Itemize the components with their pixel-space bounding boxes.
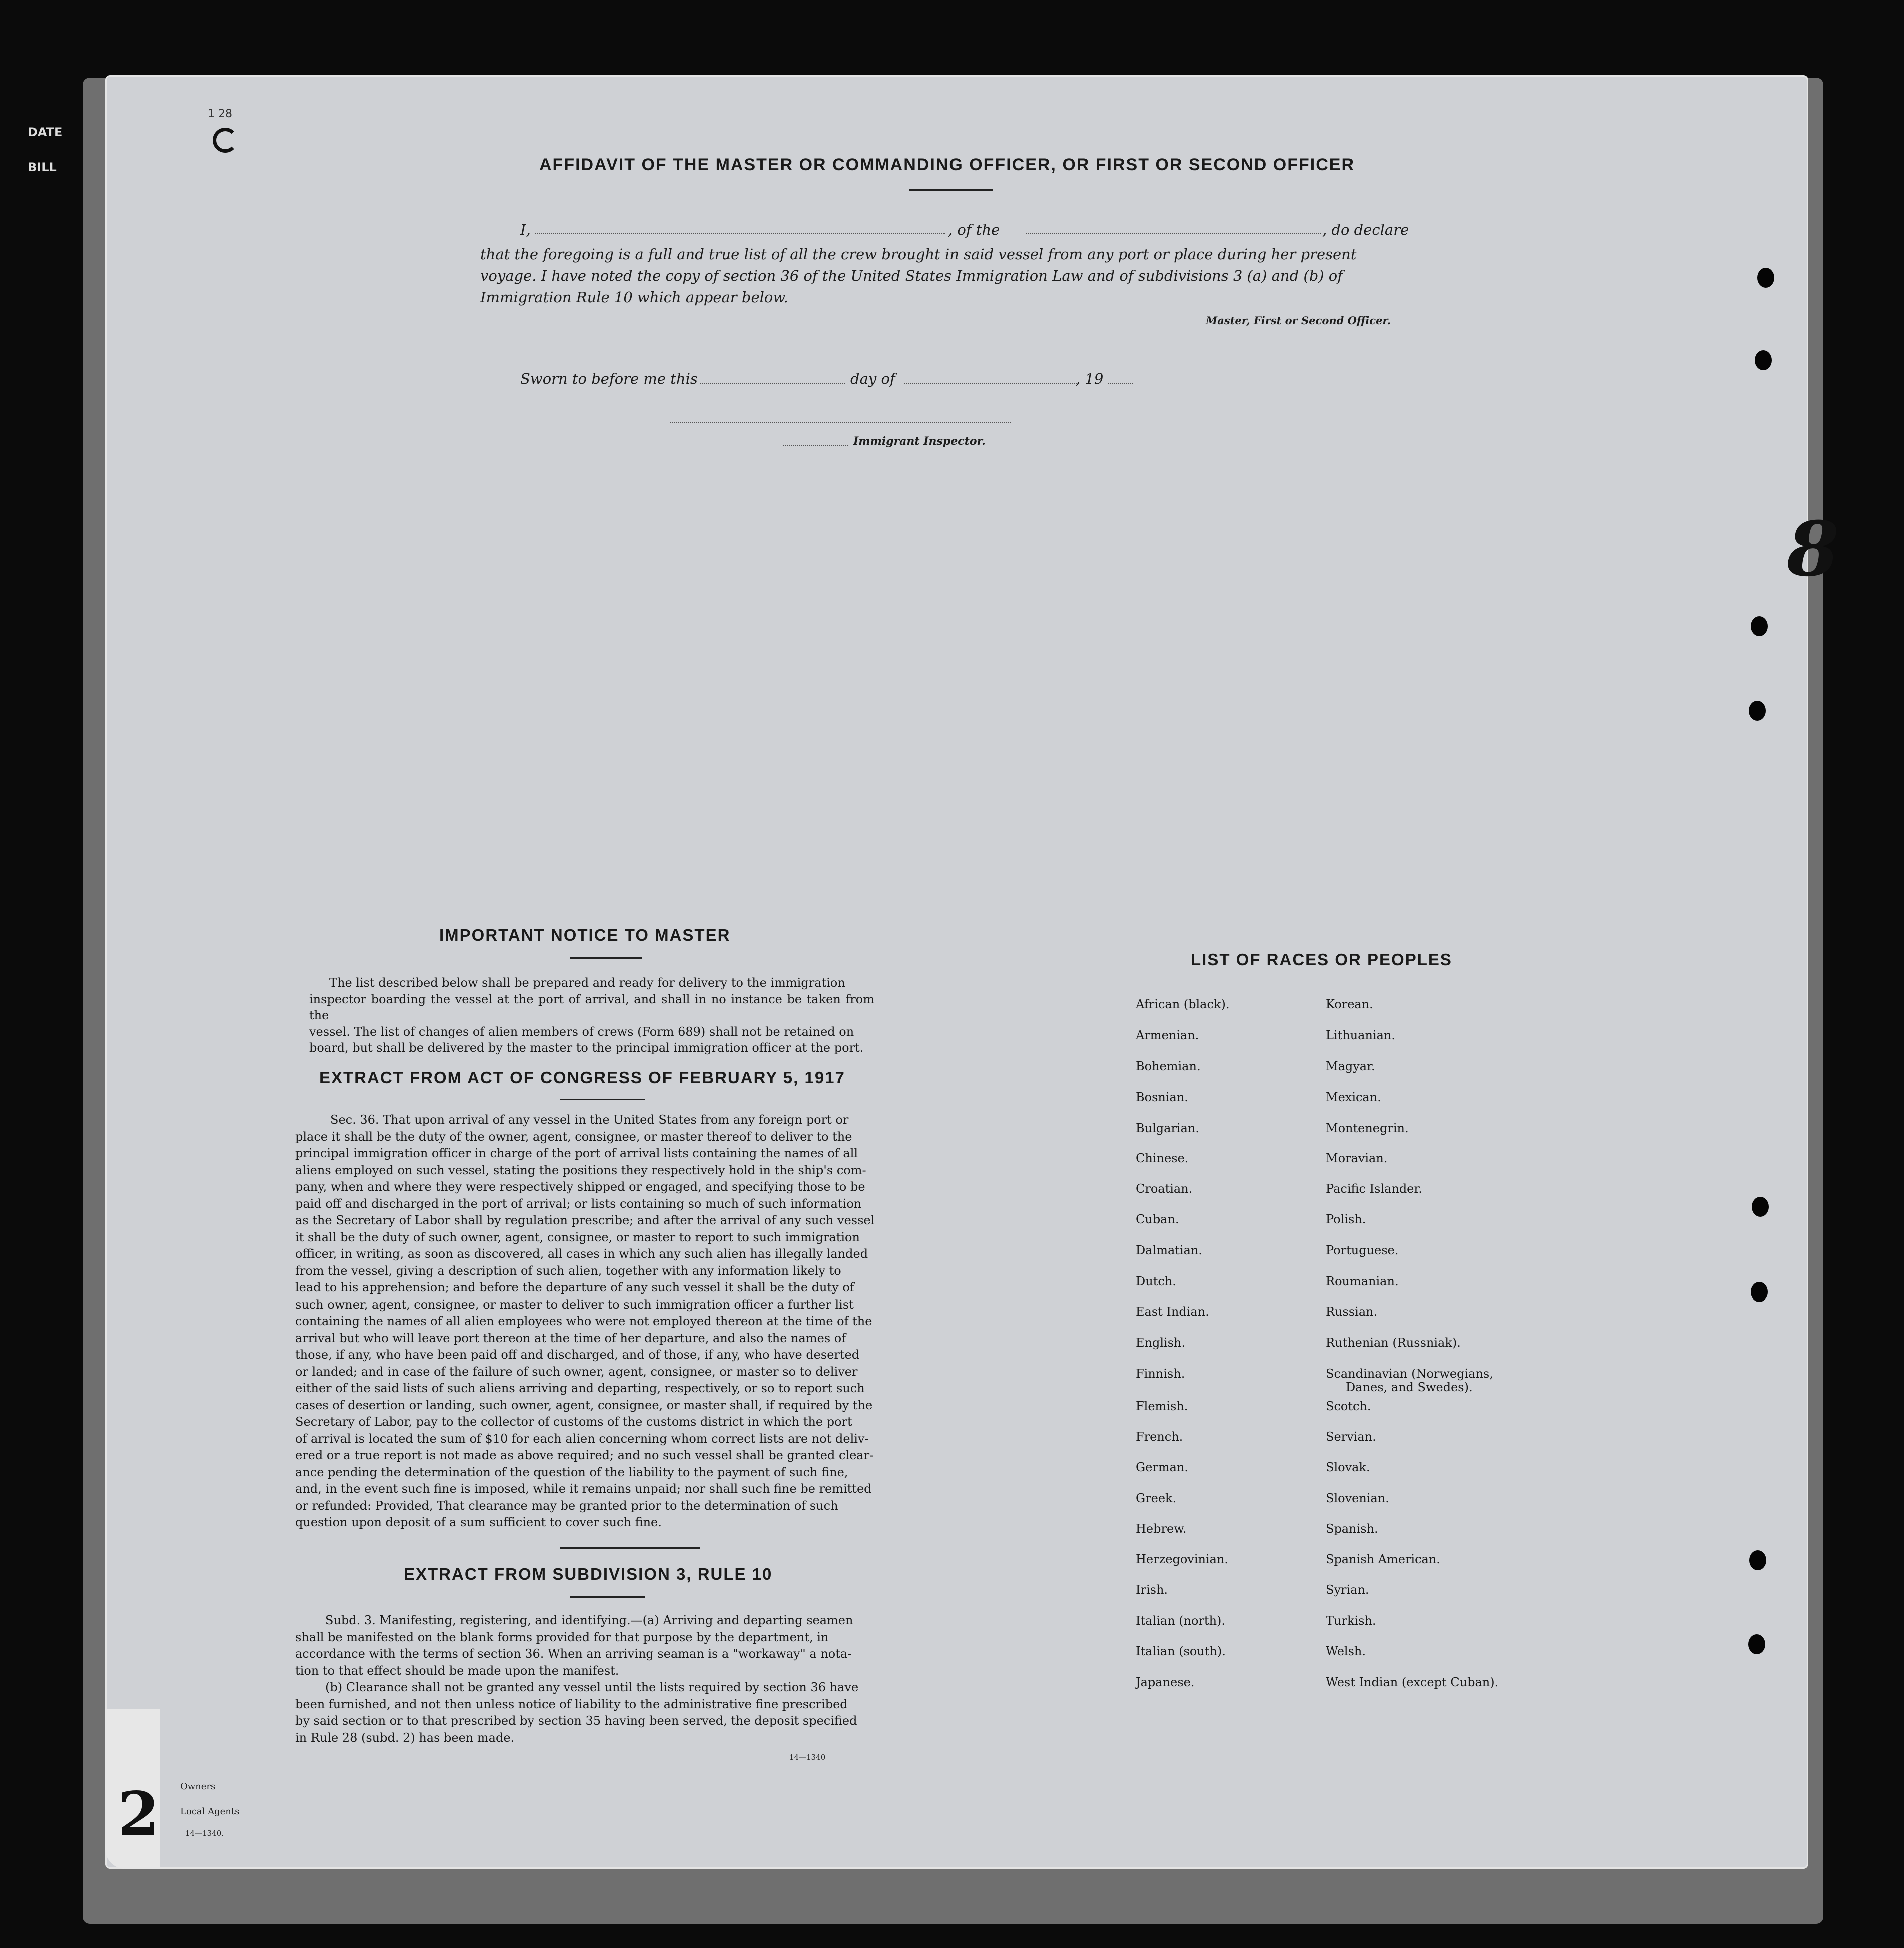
sworn-day-of: day of xyxy=(850,370,895,387)
race-item: Mexican. xyxy=(1326,1090,1381,1104)
punch-hole xyxy=(1751,616,1768,636)
affidavit-line2: that the foregoing is a full and true list of all the crew brought in said vessel from any port or place during her present xyxy=(480,246,1357,263)
affidavit-page xyxy=(105,75,1808,1869)
race-item: Irish. xyxy=(1136,1583,1168,1597)
rule10-line: Subd. 3. Manifesting, registering, and identifying.—(a) Arriving and departing seamen xyxy=(325,1613,853,1627)
race-item: Italian (south). xyxy=(1136,1644,1226,1658)
race-item: Croatian. xyxy=(1136,1182,1193,1196)
race-item: Herzegovinian. xyxy=(1136,1552,1229,1566)
act-line: from the vessel, giving a description of such alien, together with any information likely to xyxy=(295,1263,841,1278)
race-item: Flemish. xyxy=(1136,1399,1188,1413)
stamp-numerals: 1 28 xyxy=(208,108,232,120)
owners-label: Owners xyxy=(180,1781,216,1792)
race-item: East Indian. xyxy=(1136,1305,1209,1319)
race-item: Welsh. xyxy=(1326,1644,1366,1658)
race-item: Magyar. xyxy=(1326,1059,1375,1073)
race-item: Lithuanian. xyxy=(1326,1028,1396,1042)
races-title: LIST OF RACES OR PEOPLES xyxy=(1191,950,1452,969)
stamp xyxy=(208,108,243,163)
vessel-blank xyxy=(1026,233,1321,234)
notice-line: vessel. The list of changes of alien members of crews (Form 689) shall not be retained on xyxy=(309,1024,854,1039)
act-line: those, if any, who have been paid off and discharged, and of those, if any, who have deserted xyxy=(295,1348,860,1362)
race-item: Polish. xyxy=(1326,1212,1366,1226)
act-line: aliens employed on such vessel, stating the positions they respectively hold in the ship's com- xyxy=(295,1163,866,1177)
race-item: Ruthenian (Russniak). xyxy=(1326,1336,1461,1350)
race-item: Scotch. xyxy=(1326,1399,1371,1413)
act-line: such owner, agent, consignee, or master to deliver to such immigration officer a further list xyxy=(295,1297,854,1312)
race-item: Dalmatian. xyxy=(1136,1243,1203,1257)
race-item: Syrian. xyxy=(1326,1583,1369,1597)
notice-title: IMPORTANT NOTICE TO MASTER xyxy=(439,926,731,944)
act-line: containing the names of all alien employees who were not employed thereon at the time of the xyxy=(295,1314,872,1328)
sworn-year: , 19 xyxy=(1076,370,1104,387)
act-line: as the Secretary of Labor shall by regulation prescribe; and after the arrival of any such vessel xyxy=(295,1213,875,1227)
race-item: Italian (north). xyxy=(1136,1614,1226,1628)
race-item: English. xyxy=(1136,1336,1186,1350)
act-title: EXTRACT FROM ACT OF CONGRESS OF FEBRUARY 5, 1917 xyxy=(319,1068,845,1087)
inspector-blank xyxy=(783,445,848,446)
race-item: Bohemian. xyxy=(1136,1059,1201,1073)
act-line: cases of desertion or landing, such owner, agent, consignee, or master shall, if required by the xyxy=(295,1398,873,1412)
punch-hole xyxy=(1748,1634,1765,1654)
affidavit-declare: , do declare xyxy=(1322,221,1409,238)
name-blank xyxy=(535,233,945,234)
race-item: Korean. xyxy=(1326,997,1373,1011)
underlying-form-strip xyxy=(98,1769,348,1859)
race-item: Servian. xyxy=(1326,1430,1376,1444)
handwritten-mark: 8 xyxy=(1787,505,1839,593)
race-item: Spanish American. xyxy=(1326,1552,1440,1566)
act-body xyxy=(295,1112,875,1531)
act-line: ered or a true report is not made as above required; and no such vessel shall be granted clear- xyxy=(295,1448,874,1462)
act-line: officer, in writing, as soon as discovered, all cases in which any such alien has illegally landed xyxy=(295,1247,868,1261)
race-item: Montenegrin. xyxy=(1326,1121,1409,1135)
underlying-form-number: 14—1340. xyxy=(185,1829,224,1838)
race-item: Slovenian. xyxy=(1326,1491,1389,1505)
race-item: Portuguese. xyxy=(1326,1243,1399,1257)
inspector-label: Immigrant Inspector. xyxy=(853,435,986,448)
race-item: Cuban. xyxy=(1136,1212,1179,1226)
race-item: Bosnian. xyxy=(1136,1090,1188,1104)
sworn-year-blank xyxy=(1108,383,1133,384)
notice-line: board, but shall be delivered by the master to the principal immigration officer at the port. xyxy=(309,1041,864,1055)
punch-hole xyxy=(1755,350,1772,370)
race-item: French. xyxy=(1136,1430,1183,1444)
act-line: or refunded: Provided, That clearance may be granted prior to the determination of such xyxy=(295,1498,838,1513)
act-line: question upon deposit of a sum sufficient to cover such fine. xyxy=(295,1515,662,1529)
act-line: ance pending the determination of the question of the liability to the payment of such fine, xyxy=(295,1465,848,1479)
punch-hole xyxy=(1751,1282,1768,1302)
race-item: Dutch. xyxy=(1136,1274,1176,1288)
act-line: pany, when and where they were respectively shipped or engaged, and specifying those to be xyxy=(295,1180,865,1194)
punch-hole xyxy=(1749,1550,1766,1570)
stamp-mark xyxy=(213,128,238,153)
race-item: Roumanian. xyxy=(1326,1274,1399,1288)
punch-hole xyxy=(1749,701,1766,721)
race-item: African (black). xyxy=(1136,997,1230,1011)
title-underline xyxy=(909,189,993,191)
act-underline xyxy=(560,1099,645,1100)
sworn-day-blank xyxy=(700,383,845,384)
act-line: either of the said lists of such aliens arriving and departing, respectively, or so to report such xyxy=(295,1381,865,1395)
notice-line: The list described below shall be prepared and ready for delivery to the immigration xyxy=(329,976,845,990)
race-item: Finnish. xyxy=(1136,1367,1185,1381)
edge-mark-date: DATE xyxy=(28,125,63,139)
rule10-body xyxy=(295,1612,875,1746)
race-item: Hebrew. xyxy=(1136,1522,1187,1536)
race-item: Pacific Islander. xyxy=(1326,1182,1422,1196)
race-item: Spanish. xyxy=(1326,1522,1378,1536)
race-item: Moravian. xyxy=(1326,1151,1388,1165)
rule10-line: tion to that effect should be made upon the manifest. xyxy=(295,1663,619,1678)
form-page-number: 2 xyxy=(118,1779,160,1849)
rule10-line: in Rule 28 (subd. 2) has been made. xyxy=(295,1730,515,1745)
race-item: Russian. xyxy=(1326,1305,1378,1319)
act-line: it shall be the duty of such owner, agent, consignee, or master to report to such immigration xyxy=(295,1230,860,1244)
race-item: German. xyxy=(1136,1460,1188,1474)
rule10-line: by said section or to that prescribed by section 35 having been served, the deposit specified xyxy=(295,1714,857,1728)
race-item: Greek. xyxy=(1136,1491,1177,1505)
rule10-title: EXTRACT FROM SUBDIVISION 3, RULE 10 xyxy=(404,1565,773,1583)
act-line: and, in the event such fine is imposed, while it remains unpaid; nor shall such fine be remitted xyxy=(295,1482,872,1496)
act-line: Secretary of Labor, pay to the collector of customs of the customs district in which the port xyxy=(295,1415,852,1429)
edge-mark-bill: BILL xyxy=(28,160,57,174)
act-line: lead to his apprehension; and before the departure of any such vessel it shall be the duty of xyxy=(295,1280,854,1294)
race-item: Japanese. xyxy=(1136,1675,1195,1689)
rule10-line: been furnished, and not then unless notice of liability to the administrative fine prescribed xyxy=(295,1697,848,1711)
punch-hole xyxy=(1752,1197,1769,1217)
punch-hole xyxy=(1757,268,1774,288)
section-divider xyxy=(560,1547,700,1549)
act-line: or landed; and in case of the failure of such owner, agent, consignee, or master so to deliver xyxy=(295,1364,858,1379)
local-agents-label: Local Agents xyxy=(180,1806,240,1817)
inspector-signature-line xyxy=(670,422,1011,423)
act-line: principal immigration officer in charge of the port of arrival lists containing the names of all xyxy=(295,1146,858,1160)
affidavit-i: I, xyxy=(520,221,531,238)
race-item: Chinese. xyxy=(1136,1151,1189,1165)
rule10-underline xyxy=(570,1596,645,1598)
affidavit-line4: Immigration Rule 10 which appear below. xyxy=(480,289,788,306)
act-line: paid off and discharged in the port of arrival; or lists containing so much of such information xyxy=(295,1196,862,1211)
notice-underline xyxy=(570,957,642,959)
race-item: Armenian. xyxy=(1136,1028,1199,1042)
act-line: Sec. 36. That upon arrival of any vessel in the United States from any foreign port or xyxy=(330,1113,849,1127)
signature-label: Master, First or Second Officer. xyxy=(1206,314,1391,327)
race-item: Bulgarian. xyxy=(1136,1121,1199,1135)
race-item: West Indian (except Cuban). xyxy=(1326,1675,1499,1689)
notice-line: inspector boarding the vessel at the port of arrival, and shall in no instance be taken from the xyxy=(309,992,874,1023)
rule10-line: (b) Clearance shall not be granted any vessel until the lists required by section 36 have xyxy=(325,1680,859,1694)
form-number: 14—1340 xyxy=(789,1753,826,1762)
affidavit-title: AFFIDAVIT OF THE MASTER OR COMMANDING OFFICER, OR FIRST OR SECOND OFFICER xyxy=(539,155,1355,174)
affidavit-of-the: , of the xyxy=(948,221,1000,238)
race-item: Danes, and Swedes). xyxy=(1346,1380,1473,1394)
sworn-month-blank xyxy=(904,383,1077,384)
sworn-text: Sworn to before me this xyxy=(520,370,698,387)
race-item: Turkish. xyxy=(1326,1614,1376,1628)
act-line: arrival but who will leave port thereon at the time of her departure, and also the names of xyxy=(295,1331,846,1345)
act-line: place it shall be the duty of the owner, agent, consignee, or master thereof to deliver to the xyxy=(295,1129,852,1144)
notice-body xyxy=(309,975,874,1056)
rule10-line: shall be manifested on the blank forms provided for that purpose by the department, in xyxy=(295,1630,829,1644)
act-line: of arrival is located the sum of $10 for each alien concerning whom correct lists are not deliv- xyxy=(295,1431,869,1446)
race-item: Scandinavian (Norwegians, xyxy=(1326,1367,1493,1381)
rule10-line: accordance with the terms of section 36. When an arriving seaman is a "workaway" a nota- xyxy=(295,1647,852,1661)
affidavit-line3: voyage. I have noted the copy of section 36 of the United States Immigration Law and of subdivisions 3 (a) and (b) of xyxy=(480,267,1343,284)
race-item: Slovak. xyxy=(1326,1460,1370,1474)
